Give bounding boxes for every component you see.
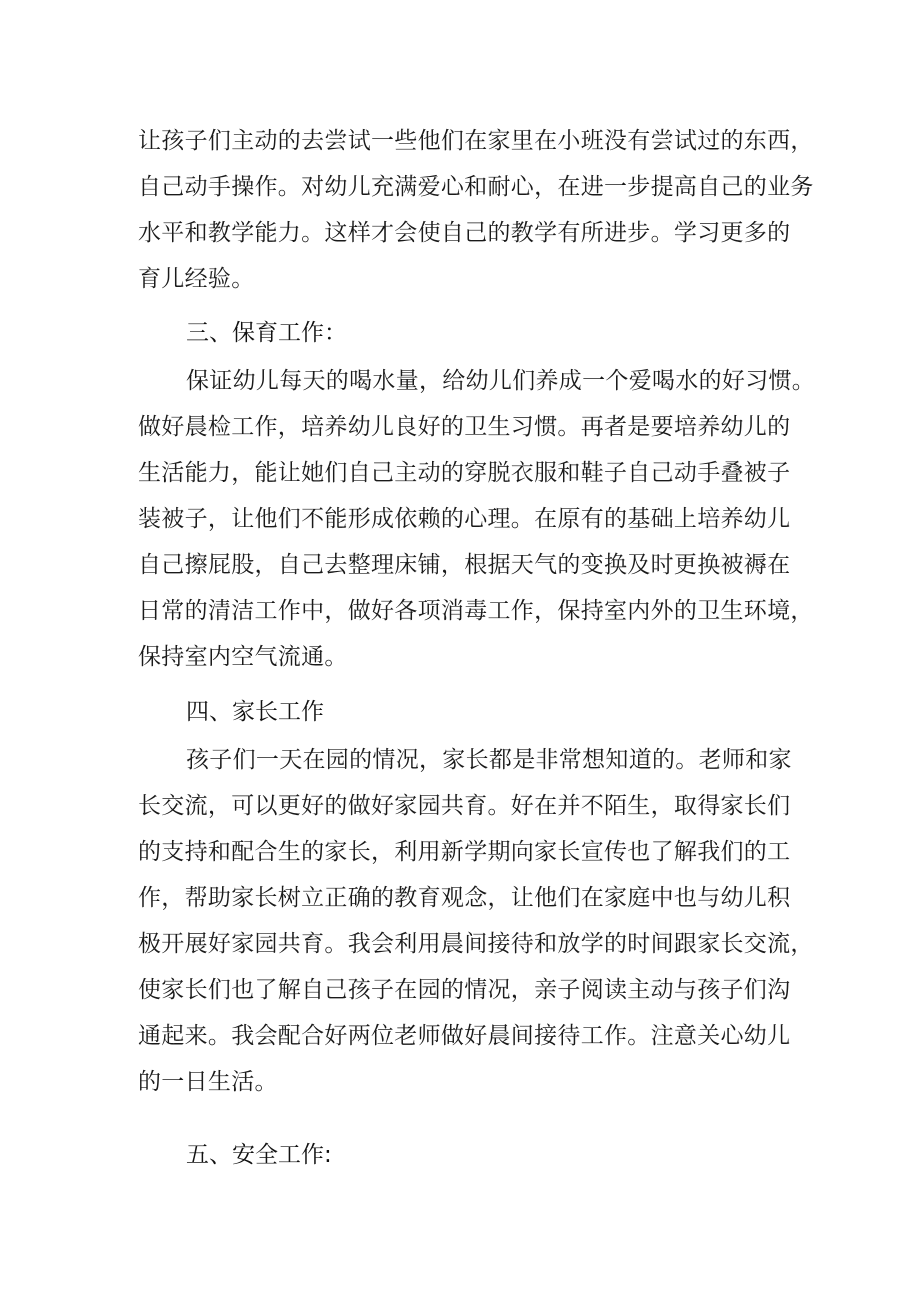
- paragraph-line: 保持室内空气流通。: [138, 644, 348, 670]
- paragraph-line: 极开展好家园共育。我会利用晨间接待和放学的时间跟家长交流，: [138, 931, 814, 957]
- section-heading: 四、家长工作: [186, 699, 324, 725]
- paragraph-line: 长交流，可以更好的做好家园共育。好在并不陌生，取得家长们: [138, 793, 791, 819]
- section-heading: 五、安全工作:: [186, 1142, 332, 1168]
- paragraph-line: 作，帮助家长树立正确的教育观念，让他们在家庭中也与幼儿积: [138, 885, 791, 911]
- paragraph-line: 的一日生活。: [138, 1069, 278, 1095]
- paragraph-line: 使家长们也了解自己孩子在园的情况，亲子阅读主动与孩子们沟: [138, 977, 791, 1003]
- paragraph-line: 生活能力，能让她们自己主动的穿脱衣服和鞋子自己动手叠被子: [138, 460, 791, 486]
- paragraph-line: 保证幼儿每天的喝水量，给幼儿们养成一个爱喝水的好习惯。: [186, 368, 816, 394]
- paragraph-line: 自己动手操作。对幼儿充满爱心和耐心，在进一步提高自己的业务: [138, 174, 814, 200]
- paragraph-line: 做好晨检工作，培养幼儿良好的卫生习惯。再者是要培养幼儿的: [138, 414, 791, 440]
- paragraph-line: 让孩子们主动的去尝试一些他们在家里在小班没有尝试过的东西，: [138, 128, 814, 154]
- paragraph-line: 育儿经验。: [138, 266, 255, 292]
- paragraph-line: 通起来。我会配合好两位老师做好晨间接待工作。注意关心幼儿: [138, 1023, 791, 1049]
- paragraph-line: 孩子们一天在园的情况，家长都是非常想知道的。老师和家: [186, 747, 792, 773]
- paragraph-line: 的支持和配合生的家长，利用新学期向家长宣传也了解我们的工: [138, 839, 791, 865]
- paragraph-line: 自己擦屁股，自己去整理床铺，根据天气的变换及时更换被褥在: [138, 552, 791, 578]
- paragraph-line: 日常的清洁工作中，做好各项消毒工作，保持室内外的卫生环境，: [138, 598, 814, 624]
- section-heading: 三、保育工作：: [186, 320, 347, 346]
- paragraph-line: 装被子，让他们不能形成依赖的心理。在原有的基础上培养幼儿: [138, 506, 791, 532]
- paragraph-line: 水平和教学能力。这样才会使自己的教学有所进步。学习更多的: [138, 220, 791, 246]
